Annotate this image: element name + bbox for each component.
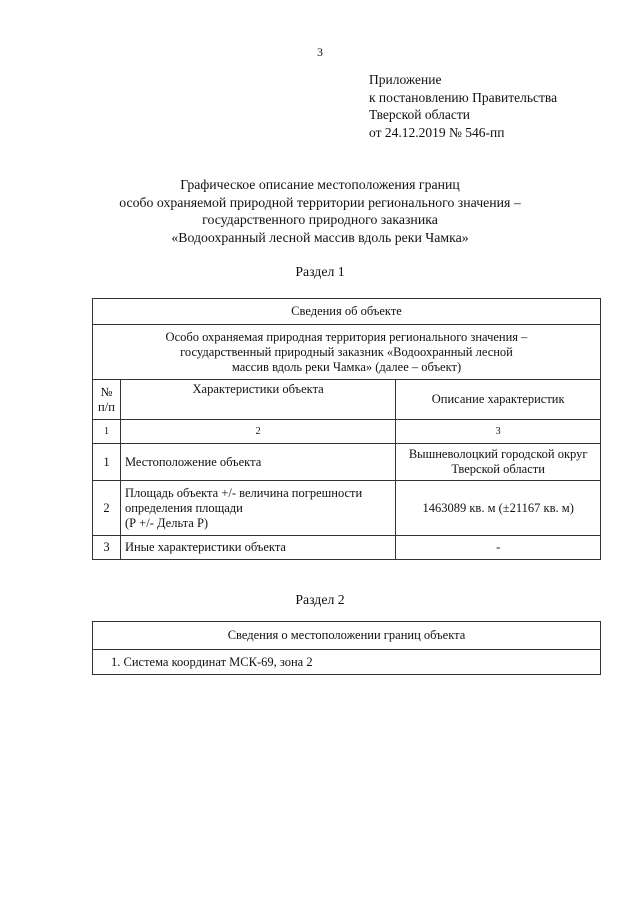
object-description — [93, 325, 601, 380]
coordinate-system-item: 1. Система координат МСК-69, зона 2 — [93, 650, 601, 675]
appendix-line: к постановлению Правительства — [369, 89, 558, 105]
table-title-row — [93, 299, 601, 325]
list-item — [93, 650, 601, 675]
section-2-heading: Раздел 2 — [295, 592, 345, 607]
table-row — [93, 536, 601, 560]
row-number: 3 — [93, 536, 121, 560]
row-number: 1 — [93, 444, 121, 481]
row-value-line: Тверской области — [451, 462, 545, 476]
index-cell: 1 — [93, 420, 121, 444]
table-title: Сведения об объекте — [93, 299, 601, 325]
section-1-heading: Раздел 1 — [295, 264, 345, 279]
header-number-line: № — [100, 384, 113, 399]
row-characteristic-line: (Р +/- Дельта Р) — [124, 515, 209, 530]
object-description-row — [93, 325, 601, 380]
title-line: государственного природного заказника — [202, 212, 438, 227]
row-characteristic: Иные характеристики объекта — [120, 536, 395, 560]
row-characteristic — [120, 481, 395, 536]
row-value: - — [396, 536, 601, 560]
row-characteristic-line: определения площади — [124, 500, 243, 515]
table-title-row — [93, 622, 601, 650]
appendix-date-line: от 24.12.2019 № 546-пп — [369, 124, 505, 140]
object-description-line: государственный природный заказник «Водоохранный лесной — [180, 344, 513, 359]
index-cell: 2 — [120, 420, 395, 444]
index-row — [93, 420, 601, 444]
appendix-line: Тверской области — [369, 107, 470, 122]
row-value: 1463089 кв. м (±21167 кв. м) — [396, 481, 601, 536]
header-row — [93, 380, 601, 420]
object-info-table — [92, 298, 601, 560]
page-number: 3 — [317, 45, 323, 59]
index-cell: 3 — [396, 420, 601, 444]
table-title: Сведения о местоположении границ объекта — [93, 622, 601, 650]
appendix-line: Приложение — [369, 72, 442, 87]
table-row — [93, 481, 601, 536]
row-characteristic: Местоположение объекта — [120, 444, 395, 481]
header-number-line: п/п — [98, 399, 115, 414]
row-value-line: Вышневолоцкий городской округ — [408, 447, 588, 461]
boundary-info-table — [92, 621, 601, 675]
row-number: 2 — [93, 481, 121, 536]
object-description-line: Особо охраняемая природная территория регионального значения – — [165, 329, 528, 344]
appendix-block — [369, 71, 557, 141]
header-description: Описание характеристик — [396, 380, 601, 420]
row-value — [396, 444, 601, 481]
document-title — [80, 176, 560, 246]
title-line: «Водоохранный лесной массив вдоль реки Чамка» — [171, 229, 469, 245]
title-line: особо охраняемой природной территории регионального значения – — [119, 194, 521, 210]
object-description-line: массив вдоль реки Чамка» (далее – объект) — [231, 359, 462, 374]
row-characteristic-line: Площадь объекта +/- величина погрешности — [124, 485, 363, 500]
title-line: Графическое описание местоположения границ — [180, 177, 460, 192]
table-row — [93, 444, 601, 481]
header-number — [93, 380, 121, 420]
header-characteristics: Характеристики объекта — [120, 380, 395, 420]
